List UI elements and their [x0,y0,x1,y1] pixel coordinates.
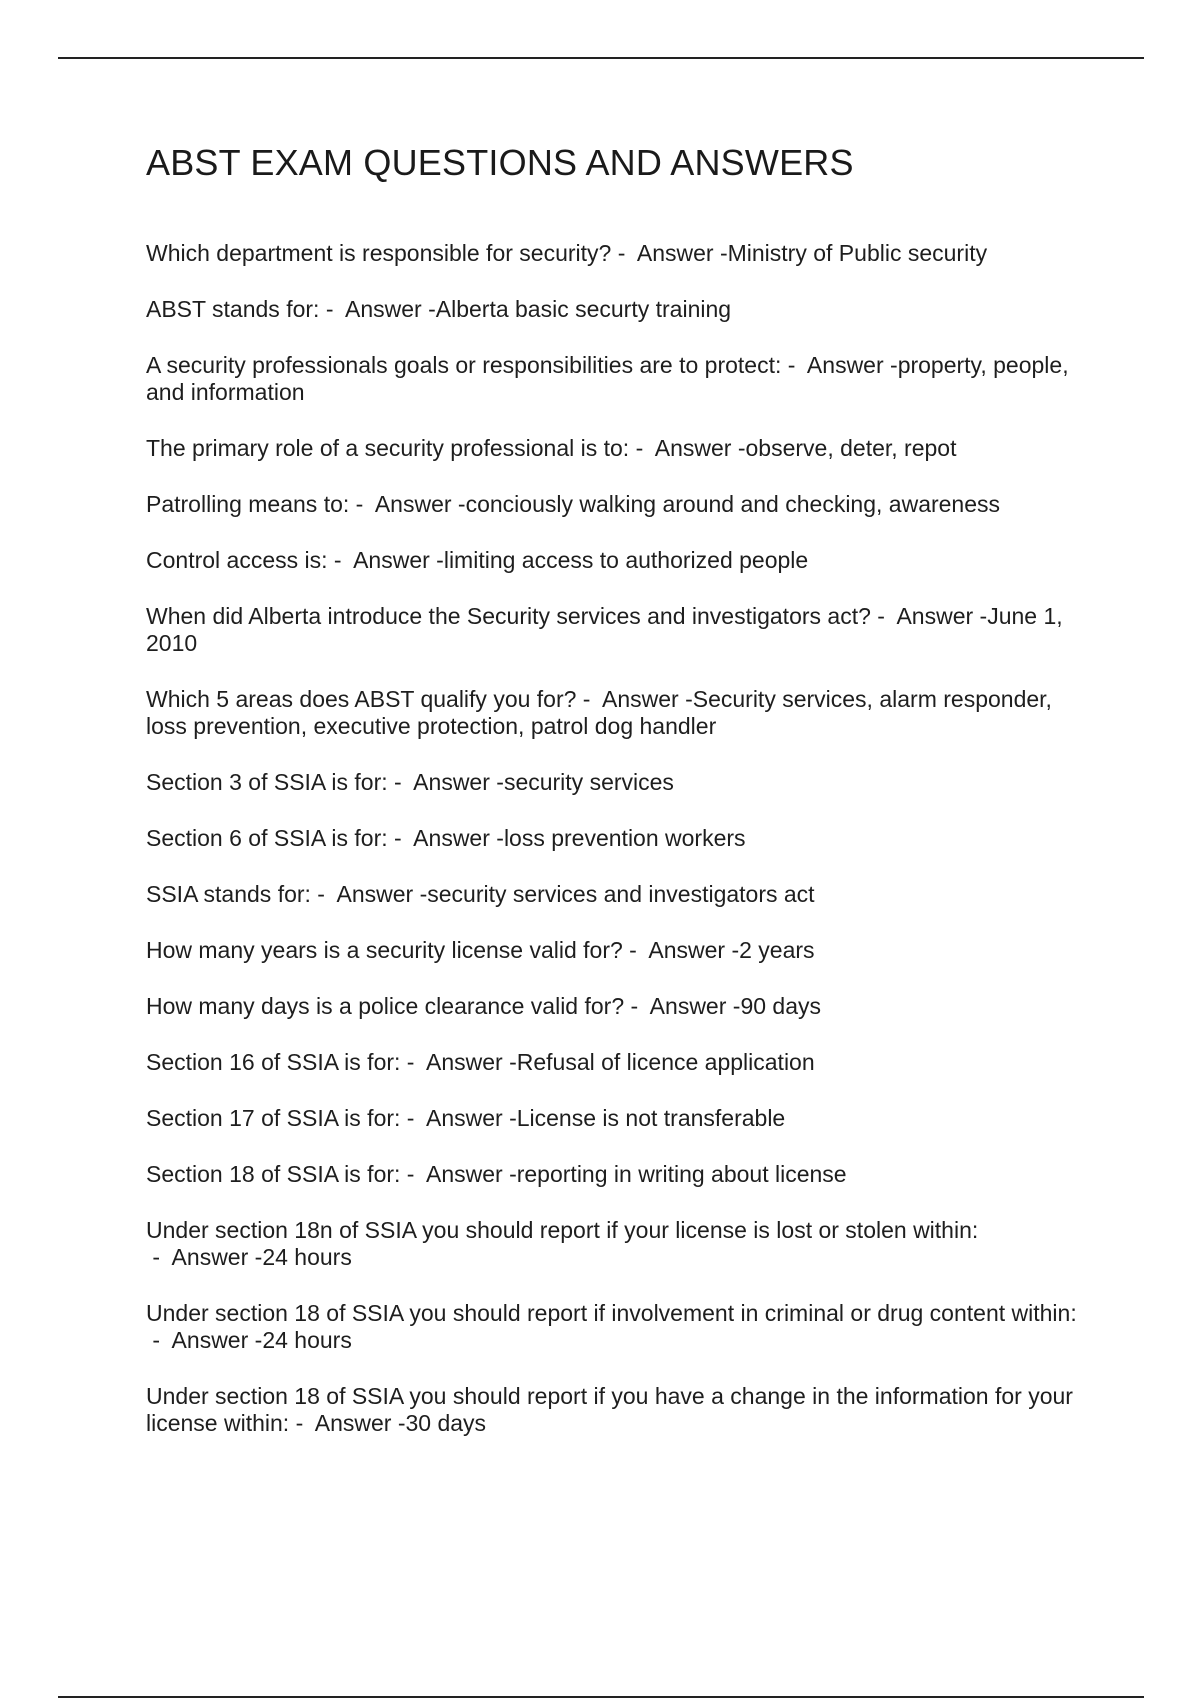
answer-text: security services [503,769,674,795]
question-text: When did Alberta introduce the Security services and investigators act? [146,603,871,629]
answer-text: 30 days [405,1410,487,1436]
answer-separator: - Answer - [146,1327,263,1353]
answer-separator: - Answer - [146,1244,263,1270]
answer-text: 2 years [739,937,815,963]
answer-text: security services and investigators act [427,881,815,907]
page-title: ABST EXAM QUESTIONS AND ANSWERS [146,142,854,183]
answer-text: June 1, 2010 [146,603,1063,656]
question-text: How many days is a police clearance valid for? [146,993,625,1019]
qa-item [146,435,1096,462]
answer-separator: - Answer - [870,603,988,629]
question-text: SSIA stands for: [146,881,311,907]
answer-text: Security services, alarm responder, loss prevention, executive protection, patrol dog handler [146,686,1052,739]
qa-list [146,240,1096,1466]
bottom-rule [58,1696,1144,1698]
answer-text: Ministry of Public security [727,240,988,266]
qa-item [146,825,1096,852]
answer-separator: - Answer - [387,825,504,851]
qa-item [146,547,1096,574]
question-text: Under section 18n of SSIA you should report if your license is lost or stolen within: [146,1217,979,1243]
answer-separator: - Answer - [387,769,504,795]
question-text: The primary role of a security professional is to: [146,435,630,461]
question-text: Which 5 areas does ABST qualify you for? [146,686,577,712]
answer-text: 90 days [740,993,821,1019]
answer-separator: - Answer - [310,881,428,907]
answer-text: reporting in writing about license [516,1161,847,1187]
answer-text: Alberta basic securty training [435,296,732,322]
question-text: Which department is responsible for security? [146,240,612,266]
answer-text: limiting access to authorized people [443,547,809,573]
qa-item [146,881,1096,908]
answer-text: loss prevention workers [503,825,746,851]
question-text: Section 17 of SSIA is for: [146,1105,401,1131]
answer-separator: - Answer - [400,1105,517,1131]
answer-separator: - Answer - [349,491,466,517]
question-text: Control access is: [146,547,328,573]
answer-text: conciously walking around and checking, awareness [465,491,1001,517]
question-text: Section 3 of SSIA is for: [146,769,388,795]
qa-item [146,1383,1096,1437]
qa-item [146,491,1096,518]
answer-separator: - Answer - [781,352,898,378]
qa-item [146,937,1096,964]
qa-item [146,1049,1096,1076]
qa-item [146,769,1096,796]
answer-separator: - Answer - [319,296,436,322]
answer-text: Refusal of licence application [516,1049,815,1075]
question-text: Section 6 of SSIA is for: [146,825,388,851]
qa-item [146,240,1096,267]
question-text: Under section 18 of SSIA you should report if you have a change in the information for your license within: [146,1383,1073,1436]
answer-separator: - Answer - [611,240,728,266]
question-text: Under section 18 of SSIA you should report if involvement in criminal or drug content within: [146,1300,1077,1326]
answer-separator: - Answer - [327,547,444,573]
qa-item [146,1105,1096,1132]
qa-item [146,603,1096,657]
answer-separator: - Answer - [624,993,741,1019]
question-text: ABST stands for: [146,296,320,322]
question-text: How many years is a security license valid for? [146,937,623,963]
answer-separator: - Answer - [622,937,740,963]
qa-item [146,1217,1096,1271]
answer-separator: - Answer - [400,1049,517,1075]
qa-item [146,352,1096,406]
qa-item [146,993,1096,1020]
question-text: A security professionals goals or responsibilities are to protect: [146,352,782,378]
qa-item [146,1300,1096,1354]
answer-separator: - Answer - [400,1161,517,1187]
answer-text: observe, deter, repot [745,435,957,461]
answer-text: License is not transferable [516,1105,786,1131]
answer-separator: - Answer - [576,686,693,712]
answer-separator: - Answer - [629,435,746,461]
answer-text: 24 hours [262,1327,352,1353]
qa-item [146,296,1096,323]
qa-item [146,1161,1096,1188]
qa-item [146,686,1096,740]
top-rule [58,57,1144,59]
answer-text: property, people, and information [146,352,1069,405]
question-text: Section 16 of SSIA is for: [146,1049,401,1075]
question-text: Patrolling means to: [146,491,350,517]
question-text: Section 18 of SSIA is for: [146,1161,401,1187]
answer-separator: - Answer - [289,1410,406,1436]
answer-text: 24 hours [262,1244,352,1270]
